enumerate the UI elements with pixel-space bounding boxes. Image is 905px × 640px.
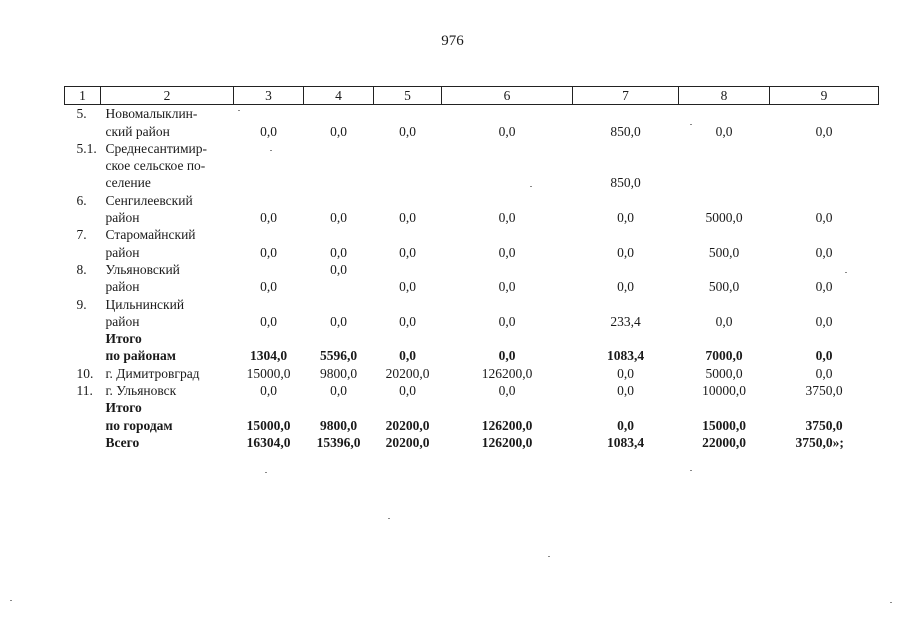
row-name-line: Новомалыклин- xyxy=(105,106,198,122)
value-cell: 0,0 xyxy=(260,279,277,295)
value-cell: 0,0 xyxy=(260,244,277,260)
value-cell: 0,0 xyxy=(330,210,347,226)
col-header: 8 xyxy=(679,87,770,105)
value-cell: 0,0 xyxy=(617,279,634,295)
header-row xyxy=(65,87,879,105)
value-cell: 0,0 xyxy=(815,279,833,295)
row-name-line: район xyxy=(105,210,140,226)
row-name-line: Ульяновский xyxy=(105,261,180,277)
row-name-line: ское сельское по- xyxy=(105,158,206,174)
value-cell: 0,0 xyxy=(330,244,347,260)
value-cell: 0,0 xyxy=(617,383,634,399)
col-header: 3 xyxy=(234,87,304,105)
value-cell: 3750,0 xyxy=(805,417,843,433)
value-cell xyxy=(304,140,374,192)
table-row xyxy=(65,226,879,261)
value-cell: 5000,0 xyxy=(705,365,743,381)
row-name-line: г. Ульяновск xyxy=(105,383,177,399)
row-name xyxy=(101,434,234,451)
value-cell: 20200,0 xyxy=(385,365,430,381)
row-name-line: Итого xyxy=(105,331,142,347)
row-number: 9. xyxy=(76,296,87,312)
col-header: 5 xyxy=(374,87,442,105)
row-name-line: район xyxy=(105,244,140,260)
value-cell: 15000,0 xyxy=(246,417,291,433)
value-cell: 0,0 xyxy=(330,261,347,277)
value-cell: 0,0 xyxy=(330,383,347,399)
value-cell: 0,0 xyxy=(498,123,516,139)
row-number: 5. xyxy=(76,106,87,122)
value-cell: 0,0 xyxy=(399,244,416,260)
value-cell: 500,0 xyxy=(708,244,740,260)
row-number: 11. xyxy=(76,383,93,399)
col-header: 1 xyxy=(65,87,101,105)
value-cell: 0,0 xyxy=(617,210,634,226)
col-header: 7 xyxy=(573,87,679,105)
col-header: 2 xyxy=(101,87,234,105)
row-name-line: ский район xyxy=(105,123,170,139)
table-body xyxy=(65,105,879,451)
value-cell: 1083,4 xyxy=(606,434,645,450)
row-number: 6. xyxy=(76,192,87,208)
value-cell: 0,0 xyxy=(260,383,277,399)
value-cell: 0,0 xyxy=(498,313,516,329)
row-name xyxy=(101,365,234,382)
value-cell: 850,0 xyxy=(610,175,641,191)
value-cell: 22000,0 xyxy=(702,434,746,450)
value-cell: 0,0 xyxy=(617,417,634,433)
value-cell xyxy=(234,140,304,192)
value-cell: 0,0 xyxy=(815,123,833,139)
value-cell: 0,0 xyxy=(498,279,516,295)
table-row xyxy=(65,296,879,331)
value-cell: 1083,4 xyxy=(606,348,645,364)
table-row xyxy=(65,261,879,296)
table-row xyxy=(65,330,879,365)
page-number: 976 xyxy=(441,33,464,49)
row-name-line: район xyxy=(105,313,140,329)
row-name xyxy=(101,261,234,296)
row-number xyxy=(65,330,101,365)
table-row xyxy=(65,399,879,434)
row-name xyxy=(101,226,234,261)
value-cell: 15000,0 xyxy=(702,417,746,433)
value-cell: 5596,0 xyxy=(319,348,358,364)
row-name-line: Старомайнский xyxy=(105,227,196,243)
value-cell: 0,0 xyxy=(617,244,634,260)
row-name-line: по городам xyxy=(105,417,173,433)
value-cell: 9800,0 xyxy=(319,365,358,381)
value-cell: 126200,0 xyxy=(481,417,533,433)
value-cell: 0,0 xyxy=(498,348,516,364)
value-cell: 20200,0 xyxy=(385,417,430,433)
value-cell xyxy=(442,140,573,192)
row-name xyxy=(101,105,234,140)
row-number: 10. xyxy=(76,365,94,381)
row-name xyxy=(101,399,234,434)
value-cell: 0,0 xyxy=(399,313,416,329)
row-name-line: Среднесантимир- xyxy=(105,140,208,156)
value-cell: 0,0 xyxy=(260,210,277,226)
value-cell: 0,0 xyxy=(715,313,733,329)
col-header: 9 xyxy=(770,87,879,105)
table-row xyxy=(65,365,879,382)
row-name-line: Цильнинский xyxy=(105,296,185,312)
table-row xyxy=(65,192,879,227)
row-number: 5.1. xyxy=(76,140,97,156)
table-row xyxy=(65,140,879,192)
value-cell: 850,0 xyxy=(610,123,641,139)
table-row xyxy=(65,434,879,451)
table-row xyxy=(65,382,879,399)
value-cell: 126200,0 xyxy=(481,365,533,381)
row-name-line: Итого xyxy=(105,400,142,416)
value-cell: 3750,0»; xyxy=(795,434,844,450)
value-cell: 0,0 xyxy=(399,123,416,139)
value-cell: 0,0 xyxy=(399,348,416,364)
value-cell: 0,0 xyxy=(330,123,347,139)
row-name-line: по районам xyxy=(105,348,176,364)
table-row xyxy=(65,105,879,140)
row-name-line: район xyxy=(105,279,140,295)
value-cell: 233,4 xyxy=(610,313,641,329)
value-cell: 1304,0 xyxy=(249,348,288,364)
row-number: 8. xyxy=(76,261,87,277)
row-name-line: Сенгилеевский xyxy=(105,192,193,208)
row-name xyxy=(101,140,234,192)
value-cell: 20200,0 xyxy=(385,434,430,450)
row-number xyxy=(65,399,101,434)
data-table xyxy=(64,86,879,451)
row-name xyxy=(101,296,234,331)
value-cell: 0,0 xyxy=(815,365,833,381)
row-name xyxy=(101,330,234,365)
value-cell xyxy=(679,140,770,192)
row-name-line: г. Димитровград xyxy=(105,365,200,381)
value-cell: 0,0 xyxy=(399,210,416,226)
row-name xyxy=(101,382,234,399)
value-cell: 0,0 xyxy=(330,313,347,329)
value-cell: 15000,0 xyxy=(246,365,291,381)
value-cell: 0,0 xyxy=(260,313,277,329)
value-cell: 500,0 xyxy=(708,279,740,295)
row-name xyxy=(101,192,234,227)
value-cell: 0,0 xyxy=(260,123,277,139)
value-cell: 0,0 xyxy=(815,313,833,329)
value-cell: 9800,0 xyxy=(319,417,358,433)
value-cell: 16304,0 xyxy=(246,434,291,450)
value-cell: 0,0 xyxy=(815,348,833,364)
value-cell: 7000,0 xyxy=(705,348,743,364)
value-cell: 5000,0 xyxy=(705,210,743,226)
value-cell: 0,0 xyxy=(399,279,416,295)
value-cell: 0,0 xyxy=(498,244,516,260)
value-cell: 0,0 xyxy=(715,123,733,139)
value-cell: 0,0 xyxy=(399,383,416,399)
value-cell: 0,0 xyxy=(815,210,833,226)
row-name-line: селение xyxy=(105,175,151,191)
value-cell: 0,0 xyxy=(617,365,634,381)
col-header: 6 xyxy=(442,87,573,105)
value-cell: 15396,0 xyxy=(316,434,361,450)
value-cell: 126200,0 xyxy=(481,434,533,450)
value-cell xyxy=(770,140,879,192)
col-header: 4 xyxy=(304,87,374,105)
value-cell: 0,0 xyxy=(815,244,833,260)
row-name-line: Всего xyxy=(105,434,140,450)
value-cell: 10000,0 xyxy=(702,383,746,399)
value-cell: 0,0 xyxy=(498,383,516,399)
value-cell: 0,0 xyxy=(498,210,516,226)
row-number xyxy=(65,434,101,451)
row-number: 7. xyxy=(76,227,87,243)
value-cell xyxy=(374,140,442,192)
value-cell: 3750,0 xyxy=(805,383,843,399)
